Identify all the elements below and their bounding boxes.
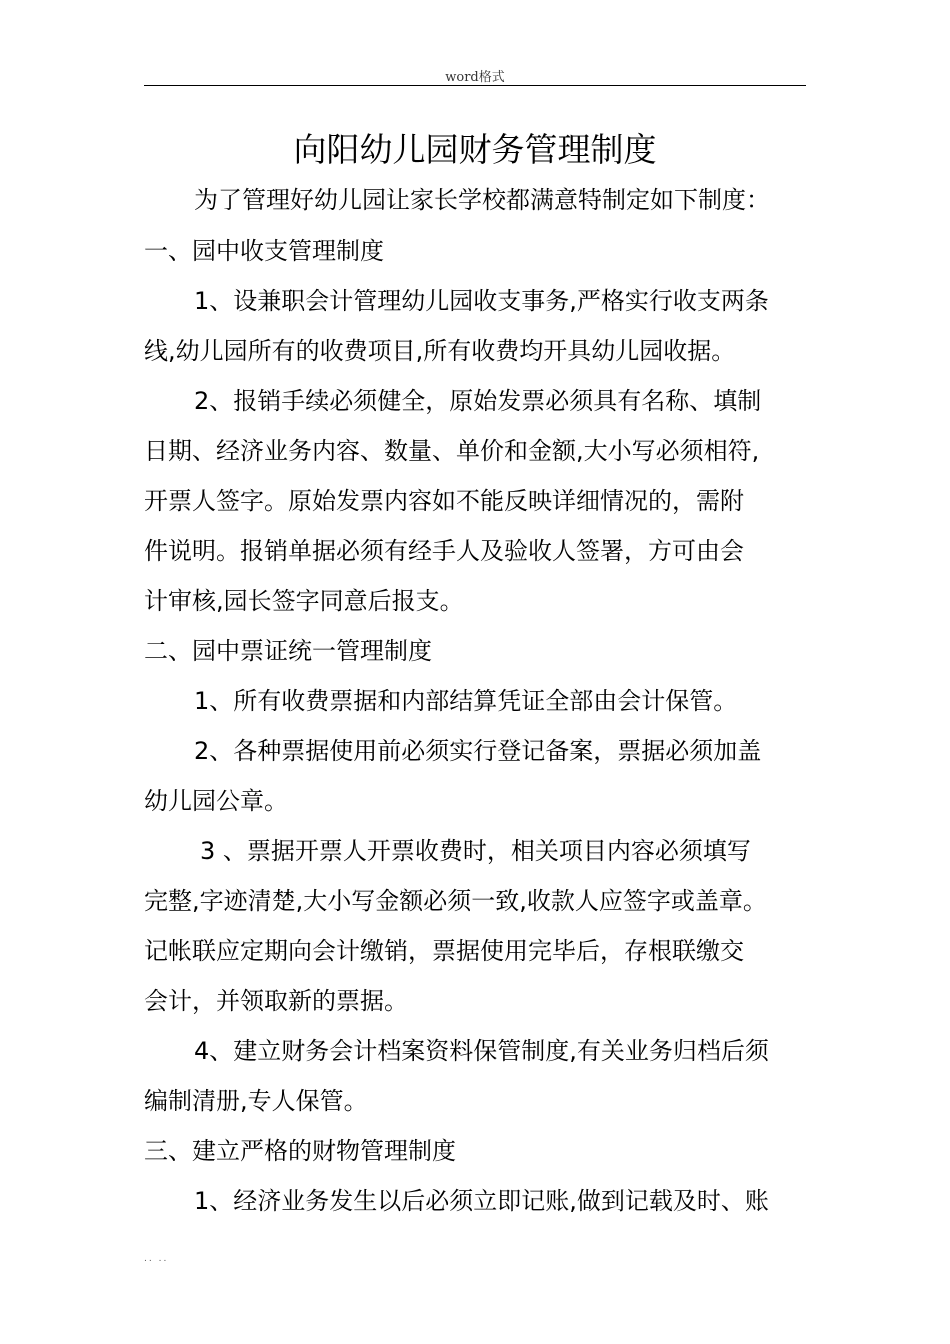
intro-line: 为了管理好幼儿园让家长学校都满意特制定如下制度： (194, 186, 770, 214)
paragraph-line: 日期、经济业务内容、数量、单价和金额,大小写必须相符, (144, 437, 760, 465)
paragraph-line: 件说明。报销单据必须有经手人及验收人签署，方可由会 (144, 537, 744, 565)
paragraph-line: 编制清册,专人保管。 (144, 1087, 368, 1115)
paragraph-line: 会计，并领取新的票据。 (144, 987, 408, 1015)
paragraph-line: 线,幼儿园所有的收费项目,所有收费均开具幼儿园收据。 (144, 337, 736, 365)
header-divider (144, 85, 806, 86)
paragraph-line: 幼儿园公章。 (144, 787, 288, 815)
paragraph-line: 1、经济业务发生以后必须立即记账,做到记载及时、账 (194, 1187, 769, 1215)
section-heading-2: 二、园中票证统一管理制度 (144, 637, 432, 665)
section-heading-3: 三、建立严格的财物管理制度 (144, 1137, 456, 1165)
paragraph-line: 2、报销手续必须健全，原始发票必须具有名称、填制 (194, 387, 762, 415)
paragraph-line: 2、各种票据使用前必须实行登记备案，票据必须加盖 (194, 737, 762, 765)
paragraph-line: 计审核,园长签字同意后报支。 (144, 587, 464, 615)
paragraph-line: 4、建立财务会计档案资料保管制度,有关业务归档后须 (194, 1037, 769, 1065)
footer-mark: .. .. (144, 1254, 169, 1264)
page-header-label: word格式 (445, 70, 505, 85)
document-title: 向阳幼儿园财务管理制度 (293, 130, 657, 169)
paragraph-line: 开票人签字。原始发票内容如不能反映详细情况的，需附 (144, 487, 744, 515)
paragraph-line: 记帐联应定期向会计缴销，票据使用完毕后，存根联缴交 (144, 937, 744, 965)
paragraph-line: 1、设兼职会计管理幼儿园收支事务,严格实行收支两条 (194, 287, 769, 315)
paragraph-line: 3 、票据开票人开票收费时，相关项目内容必须填写 (200, 837, 751, 865)
section-heading-1: 一、园中收支管理制度 (144, 237, 384, 265)
paragraph-line: 完整,字迹清楚,大小写金额必须一致,收款人应签字或盖章。 (144, 887, 767, 915)
paragraph-line: 1、所有收费票据和内部结算凭证全部由会计保管。 (194, 687, 738, 715)
